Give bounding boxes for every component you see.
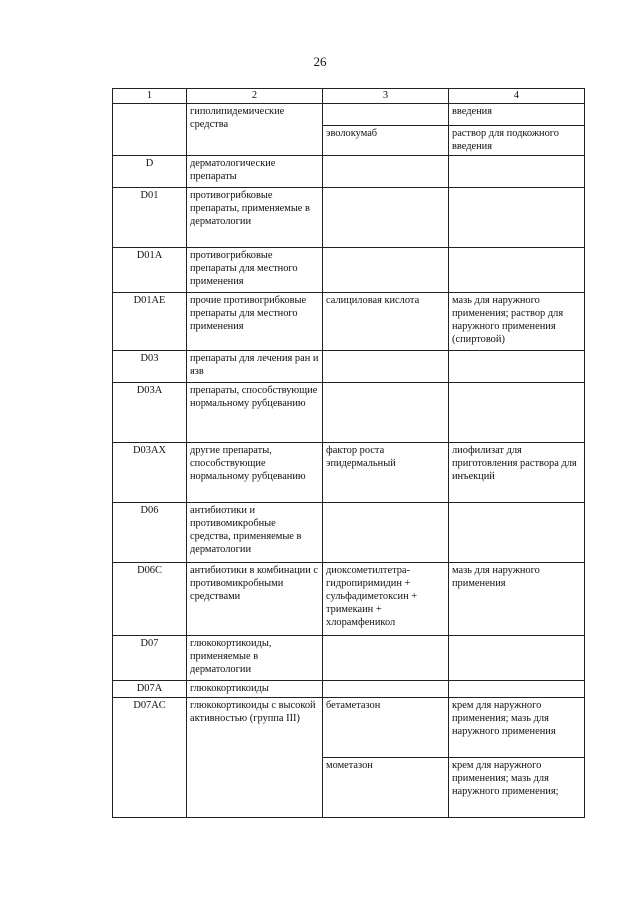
dosage-form-cell: крем для наружного применения; мазь для наружного применения [449,698,585,758]
group-name-cell: гиполипидемические средства [187,104,323,156]
dosage-form-cell [449,188,585,248]
drug-name-cell [323,188,449,248]
table-row [113,636,585,681]
header-cell: 1 [113,89,187,104]
atc-code-cell: D03A [113,383,187,443]
table-row [113,443,585,503]
atc-code-cell: D01 [113,188,187,248]
atc-code-cell: D03AX [113,443,187,503]
table-row [113,188,585,248]
dosage-form-cell: мазь для наружного применения [449,563,585,636]
table-row [113,156,585,188]
drug-name-cell [323,351,449,383]
table-row [113,383,585,443]
drug-name-cell: эволокумаб [323,126,449,156]
drug-name-cell [323,104,449,126]
group-name-cell: другие препараты, способствующие нормальному рубцеванию [187,443,323,503]
dosage-form-cell [449,351,585,383]
header-cell: 3 [323,89,449,104]
drug-name-cell [323,383,449,443]
dosage-form-cell [449,156,585,188]
dosage-form-cell [449,383,585,443]
group-name-cell: антибиотики в комбинации с противомикробными средствами [187,563,323,636]
group-name-cell: противогрибковые препараты, применяемые в дерматологии [187,188,323,248]
group-name-cell: дерматологические препараты [187,156,323,188]
table-header-row [113,89,585,104]
drug-name-cell [323,503,449,563]
table-row [113,104,585,126]
drug-name-cell: бетаметазон [323,698,449,758]
drug-name-cell: диоксометилтетра-гидропиримидин + сульфадиметоксин + тримекаин + хлорамфеникол [323,563,449,636]
atc-code-cell: D07AC [113,698,187,818]
dosage-form-cell: лиофилизат для приготовления раствора для инъекций [449,443,585,503]
dosage-form-cell: крем для наружного применения; мазь для наружного применения; [449,758,585,818]
drug-name-cell [323,681,449,698]
drug-name-cell [323,636,449,681]
group-name-cell: антибиотики и противомикробные средства, применяемые в дерматологии [187,503,323,563]
dosage-form-cell: мазь для наружного применения; раствор для наружного применения (спиртовой) [449,293,585,351]
dosage-form-cell [449,248,585,293]
atc-code-cell: D01A [113,248,187,293]
dosage-form-cell [449,503,585,563]
drug-name-cell: мометазон [323,758,449,818]
group-name-cell: глюкокортикоиды [187,681,323,698]
header-cell: 2 [187,89,323,104]
drug-table [112,88,585,818]
atc-code-cell: D06 [113,503,187,563]
atc-code-cell: D [113,156,187,188]
group-name-cell: глюкокортикоиды, применяемые в дерматологии [187,636,323,681]
table-row [113,698,585,758]
drug-name-cell: фактор роста эпидермальный [323,443,449,503]
atc-code-cell: D07A [113,681,187,698]
page-number: 26 [313,54,327,69]
dosage-form-cell [449,681,585,698]
group-name-cell: противогрибковые препараты для местного применения [187,248,323,293]
table-row [113,681,585,698]
group-name-cell: препараты, способствующие нормальному рубцеванию [187,383,323,443]
group-name-cell: препараты для лечения ран и язв [187,351,323,383]
group-name-cell: глюкокортикоиды с высокой активностью (группа III) [187,698,323,818]
table-row [113,351,585,383]
atc-code-cell [113,104,187,156]
table-row [113,293,585,351]
group-name-cell: прочие противогрибковые препараты для местного применения [187,293,323,351]
dosage-form-cell [449,636,585,681]
table-row [113,248,585,293]
atc-code-cell: D03 [113,351,187,383]
table-row [113,503,585,563]
header-cell: 4 [449,89,585,104]
drug-name-cell [323,248,449,293]
drug-name-cell [323,156,449,188]
dosage-form-cell: раствор для подкожного введения [449,126,585,156]
table-row [113,563,585,636]
atc-code-cell: D01AE [113,293,187,351]
drug-name-cell: салициловая кислота [323,293,449,351]
dosage-form-cell: введения [449,104,585,126]
atc-code-cell: D06C [113,563,187,636]
atc-code-cell: D07 [113,636,187,681]
